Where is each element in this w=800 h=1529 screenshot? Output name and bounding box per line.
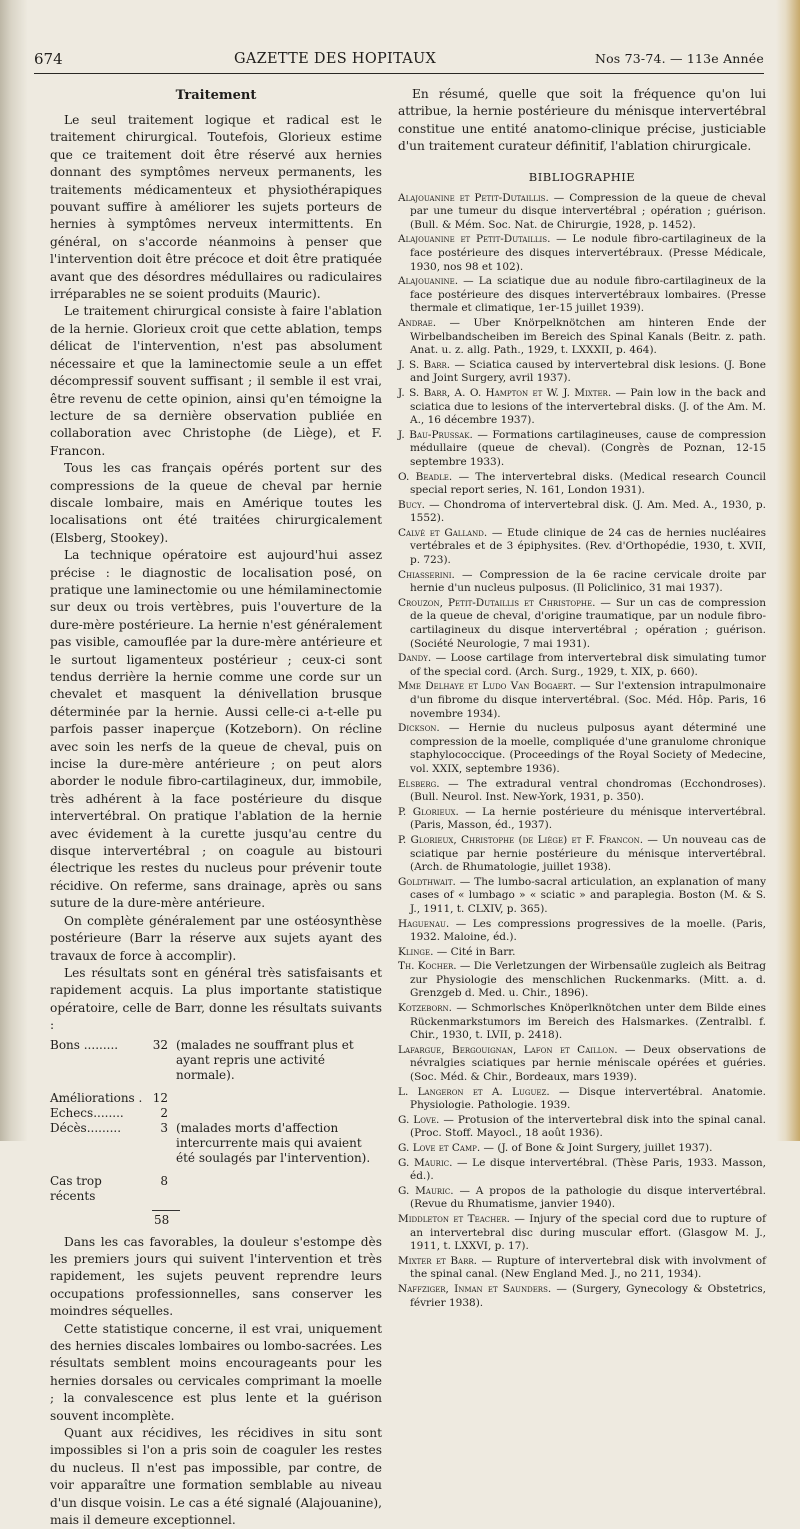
bib-text: — Etude clinique de 24 cas de hernies nucléaires vertébrales et de 3 épiphysites. (Rev. d'Orthopédie, 1930, t. XVII, p. 723). bbox=[410, 526, 767, 567]
bibliography-entry bbox=[398, 1213, 766, 1254]
bib-text: — Chondroma of intervertebral disk. (J. Am. Med. A., 1930, p. 1552). bbox=[410, 498, 766, 525]
bib-author: P. Glorieux, Christophe (de Liège) et F. Francon. bbox=[398, 833, 644, 846]
bib-author: G. Love. bbox=[398, 1113, 440, 1126]
bib-author: G. Mauric. bbox=[398, 1184, 454, 1197]
stat-value: 2 bbox=[160, 1105, 168, 1120]
bibliography-entry bbox=[398, 471, 766, 498]
bib-text: — Le nodule fibro-cartilagineux de la face postérieure des disques intervertébraux. (Presse Médicale, 1930, nos 98 et 102). bbox=[410, 233, 766, 273]
bibliography-entry bbox=[398, 652, 766, 679]
body-paragraph: La technique opératoire est aujourd'hui assez précise : le diagnostic de localisation posé, on pratique une laminectomie ou une hémilaminectomie sur deux ou trois vertèbres, puis l'ouverture de la dure-mère postérieure. La hernie n'est généralement pas visible, camouflée par la dure-mère antérieure et le surtout ligamenteux postérieur ; ceux-ci sont tendus derrière la hernie comme une corde sur un chevalet et masquent la dénivellation brusque déterminée par la hernie. Aussi celle-ci a-t-elle pu parfois passer inaperçue (Kotzeborn). On récline avec soin les nerfs de la queue de cheval, puis on incise la dure-mère antérieure ; on peut alors aborder le nodule fibro-cartilagineux, dur, immobile, très adhérent à la face postérieure du disque intervertébral. On pratique l'ablation de la hernie avec évidement à la curette jusqu'au centre du disque intervertébral ; on coagule au bistouri électrique les restes du nucleus pour prévenir toute récidive. On referme, sans drainage, après ou sans suture de la dure-mère antérieure. bbox=[50, 548, 382, 911]
bib-author: G. Love et Camp. bbox=[398, 1142, 481, 1154]
paragraphs-before-stats bbox=[50, 112, 382, 1035]
bib-text: — The extradural ventral chondromas (Ecchondroses). (Bull. Neurol. Inst. New-York, 1931, p. 350). bbox=[410, 777, 766, 804]
page-number: 674 bbox=[34, 50, 63, 68]
bib-text: — Sur un cas de compression de la queue de cheval, d'origine traumatique, par un nodule fibro-cartilagineux du disque intervertébral ; opération ; guérison. (Société Neurologie, 7 mai 1931). bbox=[410, 596, 766, 650]
bib-author: J. Bau-Prussak. bbox=[398, 428, 473, 441]
bib-text: — Pain low in the back and sciatica due to lesions of the intervertebral disks. (J. of the Am. M. A., 16 décembre 1937). bbox=[410, 386, 766, 427]
bibliography-entry bbox=[398, 499, 766, 526]
bibliography-entry bbox=[398, 1044, 766, 1085]
bib-text: — Die Verletzungen der Wirbensaüle zugleich als Beitrag zur Physiologie des menschlichen Ruckenmarks. (Mitt. a. d. Grenzgeb d. Med. u. Chir., 1896). bbox=[410, 960, 766, 1000]
bib-author: Calvé et Galland. bbox=[398, 526, 488, 539]
bib-text: — Rupture of intervertebral disk with involvment of the spinal canal. (New England Med. J., no 211, 1934). bbox=[410, 1254, 766, 1281]
bib-author: J. S. Barr. bbox=[398, 358, 451, 371]
bib-text: — Schmorlsches Knöperlknötchen unter dem Bilde eines Rückenmarkstumors im Bereich des Halsmarkes. (Zentralbl. f. Chir., 1930, t. LVII, p. 2418). bbox=[410, 1002, 766, 1042]
bibliography-entry bbox=[398, 359, 766, 386]
bibliography-title: BIBLIOGRAPHIE bbox=[528, 169, 636, 184]
bib-text: — Un nouveau cas de sciatique par hernie postérieure du ménisque intervertébral. (Arch. de Rhumatologie, juillet 1938). bbox=[410, 833, 767, 874]
bib-text: — The lumbo-sacral articulation, an explanation of many cases of « lumbago » « sciatic » and paraplegia. Boston (M. & S. J., 1911, t. CLXIV, p. 365). bbox=[410, 875, 766, 915]
bibliography-entry bbox=[398, 317, 766, 358]
stat-row-echecs bbox=[50, 1106, 382, 1121]
bib-text: — A propos de la pathologie du disque intervertébral. (Revue du Rhumatisme, janvier 1940). bbox=[410, 1184, 766, 1211]
bib-author: Goldthwait. bbox=[398, 875, 456, 888]
summary-paragraph: En résumé, quelle que soit la fréquence qu'on lui attribue, la hernie postérieure du ménisque intervertébral constitue une entité anatomo-clinique précise, justiciable d'un traitement curateur définitif, l'ablation chirurgicale. bbox=[398, 87, 766, 154]
bib-author: L. Langeron et A. Luguez. bbox=[398, 1085, 550, 1098]
bibliography-entry bbox=[398, 680, 766, 721]
left-column bbox=[50, 86, 382, 1528]
right-column bbox=[398, 86, 767, 1309]
bib-text: — Le disque intervertébral. (Thèse Paris, 1933. Masson, éd.). bbox=[410, 1156, 767, 1183]
bibliography-entry bbox=[398, 806, 766, 833]
bibliography-entry bbox=[398, 1185, 766, 1212]
bib-author: O. Beadle. bbox=[398, 470, 453, 483]
bibliography-entry bbox=[398, 1142, 766, 1156]
body-paragraph: On complète généralement par une ostéosynthèse postérieure (Barr la réserve aux sujets ayant des travaux de force à accomplir). bbox=[50, 913, 382, 963]
bib-author: Naffziger, Inman et Saunders. bbox=[398, 1282, 552, 1295]
bib-author: Mme Delhaye et Ludo Van Bogaert. bbox=[398, 680, 576, 693]
bib-author: Dickson. bbox=[398, 722, 440, 735]
bibliography-entry bbox=[398, 387, 766, 428]
bib-text: — Sur l'extension intrapulmonaire d'un fibrome du disque intervertébral. (Soc. Méd. Hôp. Paris, 16 novembre 1934). bbox=[410, 680, 766, 720]
bib-author: P. Glorieux. bbox=[398, 805, 459, 818]
bib-author: G. Mauric. bbox=[398, 1156, 453, 1169]
bibliography-entry bbox=[398, 527, 766, 568]
stat-row-recents bbox=[50, 1174, 382, 1204]
bibliography-entry bbox=[398, 918, 766, 945]
bib-author: Middleton et Teacher. bbox=[398, 1212, 510, 1225]
stat-row-ameliorations bbox=[50, 1091, 382, 1106]
bib-author: Crouzon, Petit-Dutaillis et Christophe. bbox=[398, 596, 596, 609]
bib-text: — Les compressions progressives de la moelle. (Paris, 1932. Maloine, éd.). bbox=[410, 917, 766, 944]
bibliography-entry bbox=[398, 1002, 766, 1043]
stat-value: 32 bbox=[152, 1037, 168, 1052]
bibliography-entry bbox=[398, 960, 766, 1001]
body-paragraph: Le seul traitement logique et radical est le traitement chirurgical. Toutefois, Glorieux estime que ce traitement doit être réservé aux hernies donnant des symptômes nerveux permanents, les traitements médicamenteux et physiothérapiques pouvant suffire à améliorer les sujets porteurs de hernies à symptômes nerveux intermittents. En général, on s'accorde néanmoins à penser que l'intervention doit être précoce et doit être pratiquée avant que des désordres médullaires ou radiculaires irréparables ne se soient produits (Mauric). bbox=[50, 113, 382, 302]
bibliography-entry bbox=[398, 1255, 766, 1282]
body-paragraph: Les résultats sont en général très satisfaisants et rapidement acquis. La plus importante statistique opératoire, celle de Barr, donne les résultats suivants : bbox=[50, 965, 382, 1033]
page-binding-shadow bbox=[0, 0, 28, 1141]
bib-author: Mixter et Barr. bbox=[398, 1254, 477, 1267]
issue-info: Nos 73-74. — 113e Année bbox=[594, 51, 764, 66]
section-title: Traitement bbox=[175, 88, 257, 103]
stat-label: Décès......... bbox=[50, 1120, 122, 1135]
bib-author: Haguenau. bbox=[398, 917, 450, 930]
paragraphs-after-stats bbox=[50, 1234, 382, 1529]
bib-text: — Deux observations de névralgies sciatiques par hernie méniscale opérées et guéries. (Soc. Méd. & Chir., Bordeaux, mars 1939). bbox=[410, 1043, 766, 1084]
bib-author: Andrae. bbox=[398, 316, 437, 329]
bibliography-entry bbox=[398, 597, 766, 651]
bib-author: Elsberg. bbox=[398, 777, 440, 790]
bib-text: — Injury of the special cord due to rupture of an intervertebral disc during muscular effort. (Glasgow M. J., 1911, t. LXXVI, p. 17). bbox=[410, 1212, 766, 1253]
bib-text: — Compression de la queue de cheval par une tumeur du disque intervertébral ; opération ; guérison. (Bull. & Mém. Soc. Nat. de Chirurgie, 1928, p. 1452). bbox=[410, 191, 766, 231]
journal-title: GAZETTE DES HOPITAUX bbox=[234, 51, 437, 67]
bibliography-entry bbox=[398, 569, 766, 596]
bib-text: — Formations cartilagineuses, cause de compression médullaire (queue de cheval). (Congrès de Poznan, 12-15 septembre 1933). bbox=[410, 428, 766, 468]
bib-text: — Loose cartilage from intervertebral disk simulating tumor of the special cord. (Arch. Surg., 1929, t. XIX, p. 660). bbox=[410, 652, 766, 678]
page-edge bbox=[776, 0, 800, 1141]
bib-text: — Compression de la 6e racine cervicale droite par hernie d'un nucleus pulposus. (Il Policlinico, 31 mai 1937). bbox=[410, 568, 766, 595]
bibliography-entry bbox=[398, 1157, 766, 1184]
stat-value: 12 bbox=[152, 1090, 168, 1105]
bib-author: Dandy. bbox=[398, 652, 432, 665]
body-paragraph: Le traitement chirurgical consiste à faire l'ablation de la hernie. Glorieux croit que cette ablation, temps délicat de l'intervention, n'est pas absolument nécessaire et que la laminectomie seule a un effet décompressif souvent suffisant ; il semble il est vrai, être revenu de cette opinion, ainsi qu'en témoigne la lecture de sa dernière observation publiée en collaboration avec Christophe (de Liège), et F. Francon. bbox=[50, 304, 382, 458]
bib-author: Th. Kocher. bbox=[398, 960, 457, 973]
bibliography-list bbox=[398, 192, 766, 1311]
stat-label: Bons ......... bbox=[50, 1037, 119, 1052]
bib-text: — Protusion of the intervertebral disk into the spinal canal. (Proc. Stoff. Mayocl., 18 août 1936). bbox=[410, 1113, 766, 1140]
bibliography-entry bbox=[398, 1086, 766, 1113]
bib-text: — Hernie du nucleus pulposus ayant déterminé une compression de la moelle, compliquée d'une granulome chronique staphylococcique. (Proceedings of the Royal Society of Medecine, vol. XXIX, septembre 1936). bbox=[410, 722, 766, 775]
statistics-table bbox=[50, 1038, 382, 1228]
header-rule bbox=[34, 73, 764, 74]
bib-author: J. S. Barr, A. O. Hampton et W. J. Mixter. bbox=[398, 386, 612, 399]
stat-value: 8 bbox=[160, 1173, 168, 1188]
stat-label: Echecs........ bbox=[50, 1105, 124, 1120]
bib-author: Alajouanine et Petit-Dutaillis. bbox=[398, 191, 549, 204]
body-paragraph: Dans les cas favorables, la douleur s'estompe dès les premiers jours qui suivent l'intervention et très rapidement, les sujets peuvent reprendre leurs occupations professionnelles, sans conserver les moindres séquelles. bbox=[50, 1234, 382, 1319]
bibliography-entry bbox=[398, 1114, 766, 1141]
bibliography-entry bbox=[398, 429, 766, 470]
running-header bbox=[34, 50, 764, 72]
bib-author: Alajouanine. bbox=[398, 275, 459, 288]
bib-text: — Uber Knörpelknötchen am hinteren Ende der Wirbelbandscheiben im Bereich des Spinal Kanals (Beitr. z. path. Anat. u. z. allg. Path., 1929, t. LXXXII, p. 464). bbox=[410, 316, 766, 357]
bibliography-entry bbox=[398, 722, 766, 776]
bib-author: Kotzeborn. bbox=[398, 1002, 452, 1015]
stat-label: Améliorations . bbox=[50, 1090, 143, 1105]
total-rule bbox=[152, 1210, 180, 1211]
bib-text: — La sciatique due au nodule fibro-cartilagineux de la face postérieure des disques intervertébraux lombaires. (Presse thermale et climatique, 1er-15 juillet 1939). bbox=[410, 275, 766, 315]
bib-text: — The intervertebral disks. (Medical research Council special report series, N. 161, London 1931). bbox=[410, 470, 766, 497]
body-paragraph: Quant aux récidives, les récidives in situ sont impossibles si l'on a pris soin de coaguler les restes du nucleus. Il n'est pas impossible, par contre, de voir apparaître une formation semblable au niveau d'un disque voisin. Le cas a été signalé (Alajouanine), mais il demeure exceptionnel. bbox=[50, 1426, 382, 1528]
bibliography-entry bbox=[398, 1283, 766, 1310]
body-paragraph: Tous les cas français opérés portent sur des compressions de la queue de cheval par hernie discale lombaire, mais en Amérique toutes les localisations ont été traitées chirurgicalement (Elsberg, Stookey). bbox=[50, 461, 382, 545]
bib-author: Lafargue, Bergouignan, Lafon et Caillon. bbox=[398, 1043, 618, 1056]
stat-row-deces bbox=[50, 1121, 382, 1166]
stat-label: Cas trop récents bbox=[50, 1173, 102, 1203]
stat-note: (malades ne souffrant plus et ayant repris une activité normale). bbox=[176, 1037, 354, 1082]
bibliography-entry bbox=[398, 275, 766, 316]
bib-text: — (Surgery, Gynecology & Obstetrics, février 1938). bbox=[410, 1282, 766, 1309]
bibliography-entry bbox=[398, 834, 766, 875]
bib-text: — Disque intervertébral. Anatomie. Physiologie. Pathologie. 1939. bbox=[410, 1085, 766, 1112]
bib-text: — (J. of Bone & Joint Surgery, juillet 1937). bbox=[480, 1142, 713, 1154]
stat-note: (malades morts d'affection intercurrente mais qui avaient été soulagés par l'intervention). bbox=[176, 1120, 371, 1165]
stat-value: 3 bbox=[160, 1120, 168, 1135]
bibliography-entry bbox=[398, 192, 766, 233]
bibliography-entry bbox=[398, 778, 766, 805]
bib-author: Chiasserini. bbox=[398, 568, 455, 581]
bib-author: Bucy. bbox=[398, 498, 425, 511]
stat-total: 58 bbox=[154, 1212, 170, 1227]
bib-author: Alajouanine et Petit-Dutaillis. bbox=[398, 233, 551, 246]
bibliography-entry bbox=[398, 946, 766, 960]
bib-text: — Cité in Barr. bbox=[433, 945, 516, 958]
bib-author: Klinge. bbox=[398, 945, 434, 958]
bibliography-entry bbox=[398, 233, 766, 274]
bib-text: — Sciatica caused by intervertebral disk lesions. (J. Bone and Joint Surgery, avril 1937). bbox=[410, 358, 766, 385]
stat-row-bons bbox=[50, 1038, 382, 1083]
body-paragraph: Cette statistique concerne, il est vrai, uniquement des hernies discales lombaires ou lombo-sacrées. Les résultats semblent moins encourageants pour les hernies dorsales ou cervicales comprimant la moelle ; la convalescence est plus lente et la guérison souvent incomplète. bbox=[50, 1321, 382, 1423]
bibliography-entry bbox=[398, 876, 766, 917]
bib-text: — La hernie postérieure du ménisque intervertébral. (Paris, Masson, éd., 1937). bbox=[410, 805, 766, 832]
